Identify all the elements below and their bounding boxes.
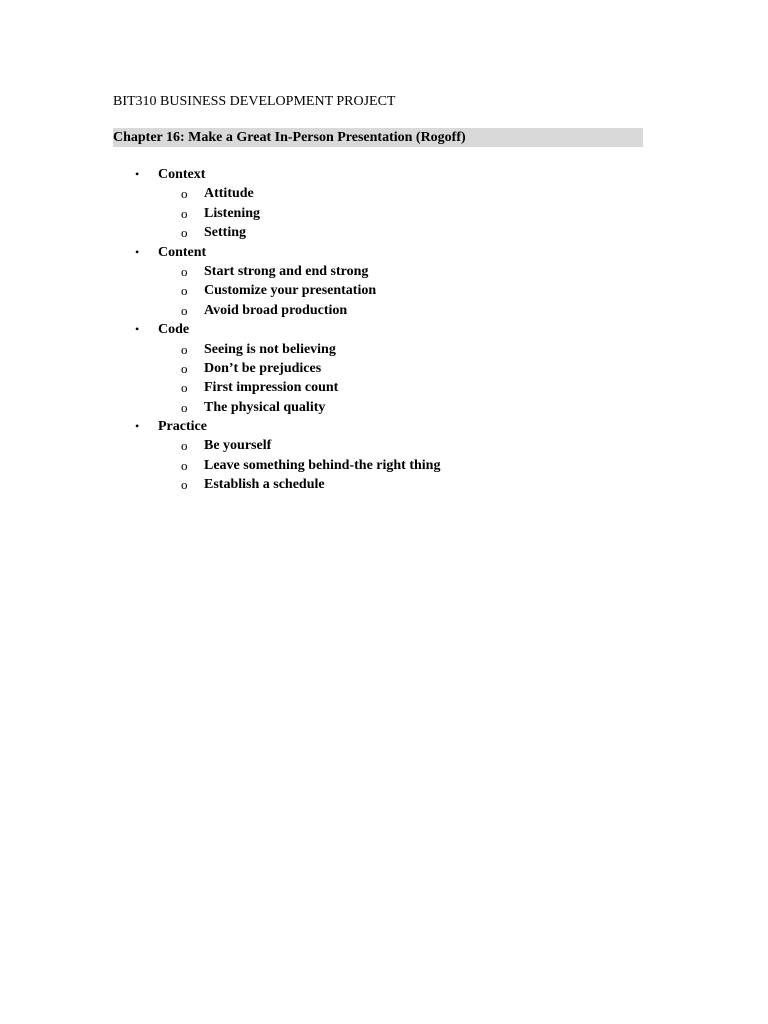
sub-item-label: Seeing is not believing bbox=[204, 341, 336, 357]
document-title: BIT310 BUSINESS DEVELOPMENT PROJECT bbox=[113, 94, 396, 109]
chapter-heading: Chapter 16: Make a Great In-Person Presentation (Rogoff) bbox=[113, 130, 466, 145]
sub-marker: o bbox=[181, 341, 188, 357]
sub-item-label: Setting bbox=[204, 225, 246, 241]
sub-marker: o bbox=[181, 205, 188, 221]
sub-item-label: Start strong and end strong bbox=[204, 263, 369, 279]
chapter-heading-highlight bbox=[113, 128, 643, 147]
sub-item-label: Attitude bbox=[204, 186, 254, 202]
sub-marker: o bbox=[181, 225, 188, 241]
topic-label: Practice bbox=[158, 419, 207, 435]
bullet-marker: • bbox=[135, 322, 140, 337]
sub-item-label: Customize your presentation bbox=[204, 283, 377, 299]
sub-item-label: Leave something behind-the right thing bbox=[204, 457, 441, 473]
sub-marker: o bbox=[181, 360, 188, 376]
sub-marker: o bbox=[181, 302, 188, 318]
topic-label: Code bbox=[158, 322, 190, 338]
sub-item-label: Establish a schedule bbox=[204, 477, 325, 493]
sub-item-label: Listening bbox=[204, 205, 261, 221]
sub-marker: o bbox=[181, 457, 188, 473]
sub-item-label: Don’t be prejudices bbox=[204, 360, 322, 376]
sub-marker: o bbox=[181, 263, 188, 279]
sub-item-label: Be yourself bbox=[204, 438, 272, 454]
topic-label: Context bbox=[158, 167, 206, 182]
sub-marker: o bbox=[181, 380, 188, 396]
bullet-marker: • bbox=[135, 419, 140, 434]
sub-marker: o bbox=[181, 477, 188, 493]
sub-marker: o bbox=[181, 399, 188, 415]
sub-marker: o bbox=[181, 186, 188, 202]
sub-item-label: Avoid broad production bbox=[204, 302, 348, 318]
bullet-marker: • bbox=[135, 167, 140, 181]
bullet-marker: • bbox=[135, 244, 140, 259]
sub-marker: o bbox=[181, 438, 188, 454]
sub-item-label: First impression count bbox=[204, 380, 339, 396]
sub-marker: o bbox=[181, 283, 188, 299]
sub-item-label: The physical quality bbox=[204, 399, 326, 415]
topic-label: Content bbox=[158, 244, 207, 260]
